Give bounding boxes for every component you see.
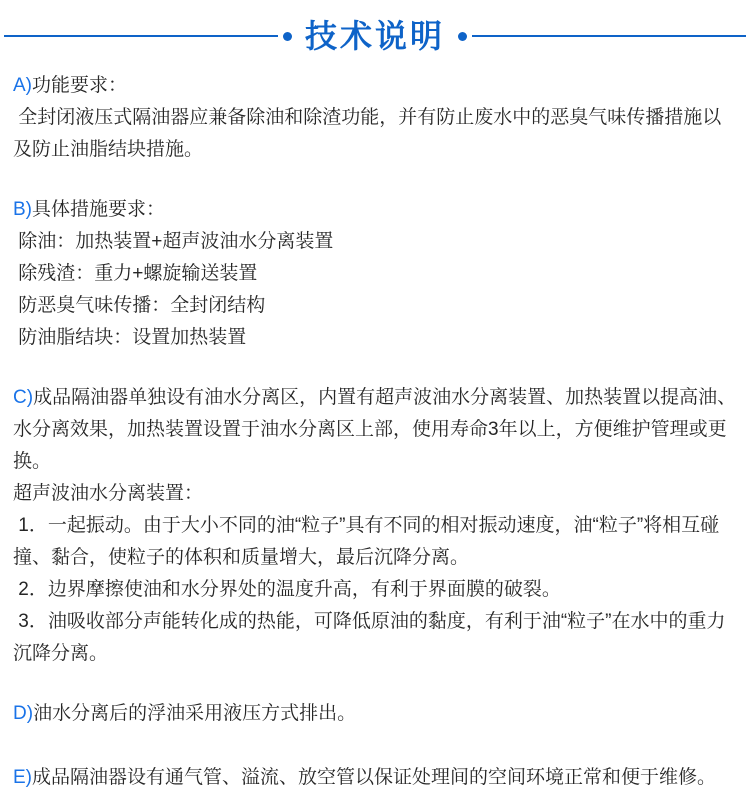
page-title: 技术说明 [305,18,446,54]
section-c-letter: C) [13,387,34,408]
divider-dot-right [458,32,467,41]
section-b-line-residue: 除残渣：重力+螺旋输送装置 [13,263,258,284]
section-a-letter: A) [13,75,32,96]
section-c-item-2: 2．边界摩擦使油和水分界处的温度升高，有利于界面膜的破裂。 [13,579,561,600]
section-d-heading [13,698,737,730]
section-b-lead-text: 具体措施要求： [32,199,166,220]
section-a-lead-text: 功能要求： [32,75,128,96]
section-a-paragraph: 全封闭液压式隔油器应兼备除油和除渣功能，并有防止废水中的恶臭气味传播措施以及防止油脂结块措施。 [13,107,722,160]
section-b-line-grease: 防油脂结块：设置加热装置 [13,327,247,348]
section-b [13,194,737,354]
section-a-heading [13,70,737,102]
divider-line-right [472,35,746,37]
section-c-lead-text: 成品隔油器单独设有油水分离区，内置有超声波油水分离装置、加热装置以提高油、水分离效果，加热装置设置于油水分离区上部，使用寿命3年以上，方便维护管理或更换。 [13,387,737,472]
section-b-line-odor: 防恶臭气味传播：全封闭结构 [13,295,266,316]
section-b-letter: B) [13,199,32,220]
section-e [13,762,737,794]
section-e-heading [13,762,737,794]
section-b-heading [13,194,737,226]
section-c [13,382,737,670]
section-c-heading [13,382,737,478]
section-e-lead-text: 成品隔油器设有通气管、溢流、放空管以保证处理间的空间环境正常和便于维修。 [32,767,717,788]
section-c-item-1: 1．一起振动。由于大小不同的油“粒子”具有不同的相对振动速度，油“粒子”将相互碰撞、黏合，使粒子的体积和质量增大，最后沉降分离。 [13,515,720,568]
section-a [13,70,737,166]
section-b-line-deoiling: 除油：加热装置+超声波油水分离装置 [13,231,334,252]
section-d-lead-text: 油水分离后的浮油采用液压方式排出。 [33,703,357,724]
title-divider [0,0,750,58]
section-c-subheading: 超声波油水分离装置： [13,483,204,504]
section-d-letter: D) [13,703,34,724]
divider-line-left [4,35,278,37]
section-d [13,698,737,730]
divider-dot-left [283,32,292,41]
section-e-letter: E) [13,767,32,788]
section-c-item-3: 3．油吸收部分声能转化成的热能，可降低原油的黏度，有利于油“粒子”在水中的重力沉降分离。 [13,611,726,664]
document-body [0,58,750,794]
